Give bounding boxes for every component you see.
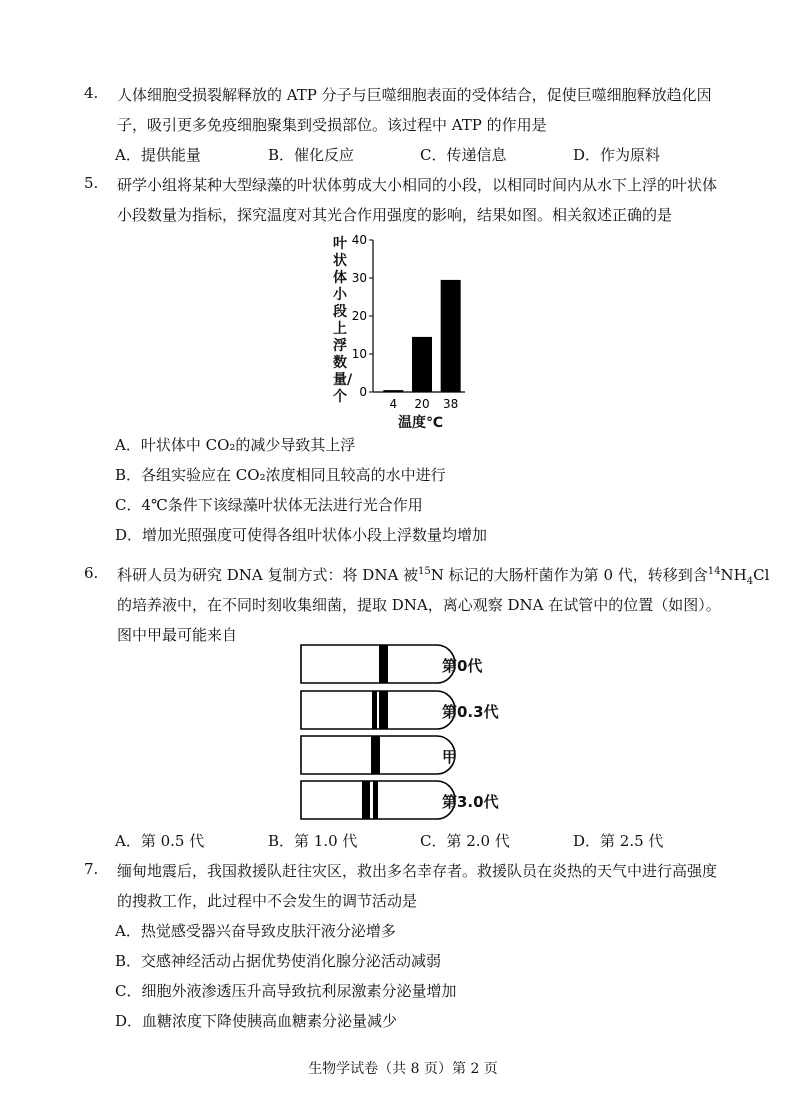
question-stem-line: 研学小组将某种大型绿藻的叶状体剪成大小相同的小段，以相同时间内从水下上浮的叶状体 [117,176,718,194]
option-d: D．第 2.5 代 [573,832,664,850]
option-b: B．催化反应 [268,146,355,164]
question-number: 4. [84,84,99,102]
option-c: C．传递信息 [420,146,507,164]
question-stem-line [117,564,769,587]
test-tube-jia [300,735,460,775]
tube-label: 第0代 [442,657,483,675]
option-c: C．第 2.0 代 [420,832,510,850]
bar-chart [345,232,475,432]
y-tick-label: 20 [351,309,367,323]
question-stem-line: 的搜救工作，此过程中不会发生的调节活动是 [117,892,418,910]
option-b: B．第 1.0 代 [268,832,358,850]
bar [412,337,432,392]
option-d: D．血糖浓度下降使胰高血糖素分泌量减少 [115,1012,398,1030]
tube-label: 第0.3代 [442,703,499,721]
stem-text: N 标记的大肠杆菌作为第 0 代，转移到含 [430,566,708,584]
question-number: 5. [84,174,99,192]
option-a: A．热觉感受器兴奋导致皮肤汗液分泌增多 [115,922,396,940]
chart-y-axis-label: 叶状体小段上浮数量/个 [333,236,353,405]
option-d: D．增加光照强度可使得各组叶状体小段上浮数量均增加 [115,526,488,544]
option-b: B．交感神经活动占据优势使消化腺分泌活动减弱 [115,952,442,970]
chart-x-axis-label: 温度℃ [398,415,443,431]
option-c: C．4℃条件下该绿藻叶状体无法进行光合作用 [115,496,423,514]
question-number: 6. [84,564,99,582]
question-number: 7. [84,860,99,878]
x-tick-label: 38 [443,397,459,411]
question-stem-line: 的培养液中，在不同时刻收集细菌，提取 DNA，离心观察 DNA 在试管中的位置（如图）。 [117,596,721,614]
page-footer: 生物学试卷（共 8 页）第 2 页 [308,1061,498,1077]
y-tick-label: 40 [351,233,367,247]
question-stem-line: 子，吸引更多免疫细胞聚集到受损部位。该过程中 ATP 的作用是 [117,116,547,134]
test-tube-gen-3-0 [300,780,460,820]
tube-label: 第3.0代 [442,793,499,811]
isotope-superscript: 14 [707,566,721,577]
y-tick-label: 0 [359,385,367,399]
stem-text: 科研人员为研究 DNA 复制方式：将 DNA 被 [117,566,419,584]
question-stem-line: 人体细胞受损裂解释放的 ATP 分子与巨噬细胞表面的受体结合，促使巨噬细胞释放趋化因 [117,86,712,104]
option-d: D．作为原料 [573,146,661,164]
tube-label: 甲 [442,748,458,766]
question-stem-line: 小段数量为指标，探究温度对其光合作用强度的影响，结果如图。相关叙述正确的是 [117,206,673,224]
question-stem-line: 图中甲最可能来自 [117,626,238,644]
y-tick-label: 30 [351,271,367,285]
option-a: A．提供能量 [115,146,201,164]
option-b: B．各组实验应在 CO₂浓度相同且较高的水中进行 [115,466,446,484]
question-stem-line: 缅甸地震后，我国救援队赶往灾区，救出多名幸存者。救援队员在炎热的天气中进行高强度 [117,862,718,880]
stem-text: NH [720,566,747,584]
test-tube-gen-0 [300,644,460,684]
isotope-superscript: 15 [418,566,431,577]
test-tube-gen-0-3 [300,690,460,730]
option-a: A．叶状体中 CO₂的减少导致其上浮 [115,436,356,454]
stem-text: Cl [753,566,770,584]
option-a: A．第 0.5 代 [115,832,205,850]
x-tick-label: 20 [414,397,430,411]
option-c: C．细胞外液渗透压升高导致抗利尿激素分泌量增加 [115,982,457,1000]
bar [383,390,403,392]
bar [441,280,461,392]
y-tick-label: 10 [351,347,367,361]
x-tick-label: 4 [389,397,398,411]
formula-subscript: 4 [746,576,754,587]
